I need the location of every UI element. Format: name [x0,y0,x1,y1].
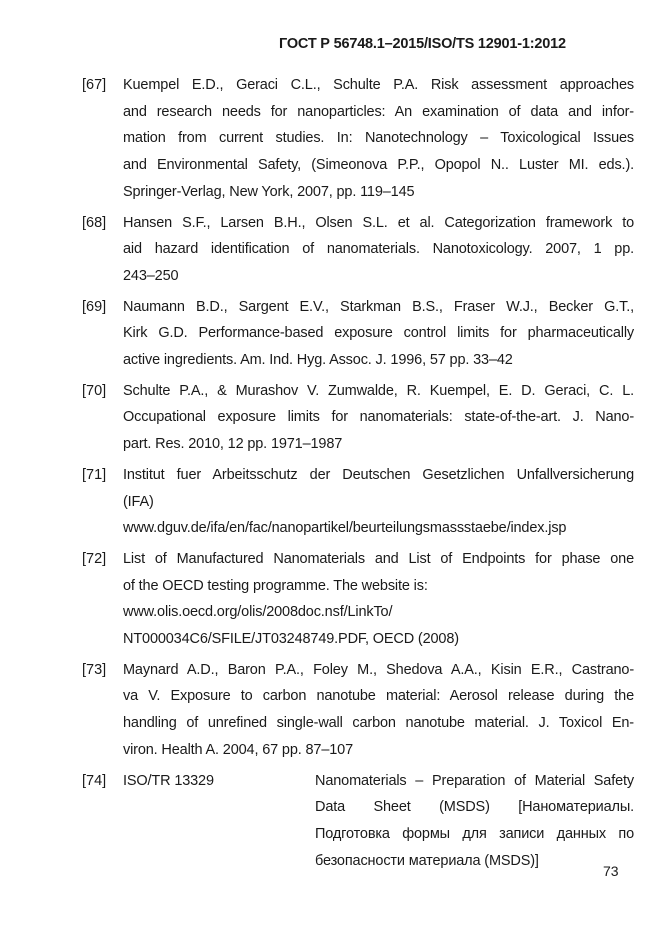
reference-item [82,768,634,875]
reference-number: [72] [82,550,107,567]
reference-text [123,768,634,875]
reference-line: Springer-Verlag, New York, 2007, pp. 119–145 [123,183,415,200]
reference-line[interactable]: www.olis.oecd.org/olis/2008doc.nsf/LinkTo/ [123,604,393,621]
reference-number: [74] [82,772,107,789]
reference-line: Occupational exposure limits for nanomaterials: state-of-the-art. J. Nano- [123,409,634,426]
standard-header: ГОСТ Р 56748.1–2015/ISO/TS 12901-1:2012 [279,36,566,52]
reference-line: and research needs for nanoparticles: An examination of data and infor- [123,103,634,120]
reference-item [82,378,634,458]
reference-item [82,546,634,653]
reference-line: Hansen S.F., Larsen B.H., Olsen S.L. et al. Categorization framework to [123,214,634,231]
reference-line: 243–250 [123,267,179,284]
reference-item [82,72,634,206]
reference-line: part. Res. 2010, 12 pp. 1971–1987 [123,436,343,453]
reference-line: viron. Health A. 2004, 67 pp. 87–107 [123,741,353,758]
reference-line: Kuempel E.D., Geraci C.L., Schulte P.A. Risk assessment approaches [123,77,634,93]
reference-item [82,462,634,542]
reference-line: List of Manufactured Nanomaterials and List of Endpoints for phase one [123,550,634,567]
reference-line: NT000034C6/SFILE/JT03248749.PDF, OECD (2008) [123,631,459,648]
reference-item [82,210,634,290]
reference-line: Schulte P.A., & Murashov V. Zumwalde, R. Kuempel, E. D. Geraci, C. L. [123,382,634,399]
reference-line: va V. Exposure to carbon nanotube material: Aerosol release during the [123,688,634,705]
standard-code: ISO/TR 13329 [123,772,214,789]
page-number: 73 [603,863,619,879]
reference-line: and Environmental Safety, (Simeonova P.P., Opopol N.. Luster MI. eds.). [123,157,634,174]
reference-item [82,657,634,764]
reference-list [82,72,634,878]
reference-text [123,72,634,206]
reference-line: aid hazard identification of nanomaterials. Nanotoxicology. 2007, 1 pp. [123,241,634,258]
reference-number: [73] [82,661,107,678]
reference-text [123,462,634,542]
reference-number: [70] [82,382,107,399]
reference-number: [67] [82,77,107,93]
reference-number: [69] [82,298,107,315]
reference-line: Naumann B.D., Sargent E.V., Starkman B.S., Fraser W.J., Becker G.T., [123,298,634,315]
reference-line: of the OECD testing programme. The website is: [123,577,428,594]
reference-text [123,210,634,290]
reference-line: handling of unrefined single-wall carbon nanotube material. J. Toxicol En- [123,715,634,732]
reference-line: Institut fuer Arbeitsschutz der Deutschen Gesetzlichen Unfallversicherung [123,466,634,483]
reference-number: [68] [82,214,107,231]
reference-text [123,546,634,653]
reference-line[interactable]: www.dguv.de/ifa/en/fac/nanopartikel/beurteilungsmassstaebe/index.jsp [123,520,567,537]
reference-line: mation from current studies. In: Nanotechnology – Toxicological Issues [123,130,634,147]
reference-number: [71] [82,466,107,483]
reference-text [123,657,634,764]
reference-line: Maynard A.D., Baron P.A., Foley M., Shedova A.A., Kisin E.R., Castrano- [123,661,634,678]
reference-text [123,294,634,374]
reference-line: Kirk G.D. Performance-based exposure control limits for pharmaceutically [123,325,634,342]
reference-item [82,294,634,374]
standard-title: Nanomaterials – Preparation of Material Safety Data Sheet (MSDS) [Наноматериалы. Подготовка формы для записи данных по безопасности материала (MSDS)] [315,772,634,869]
reference-line: active ingredients. Am. Ind. Hyg. Assoc. J. 1996, 57 pp. 33–42 [123,352,513,369]
reference-text [123,378,634,458]
reference-line: (IFA) [123,493,154,510]
